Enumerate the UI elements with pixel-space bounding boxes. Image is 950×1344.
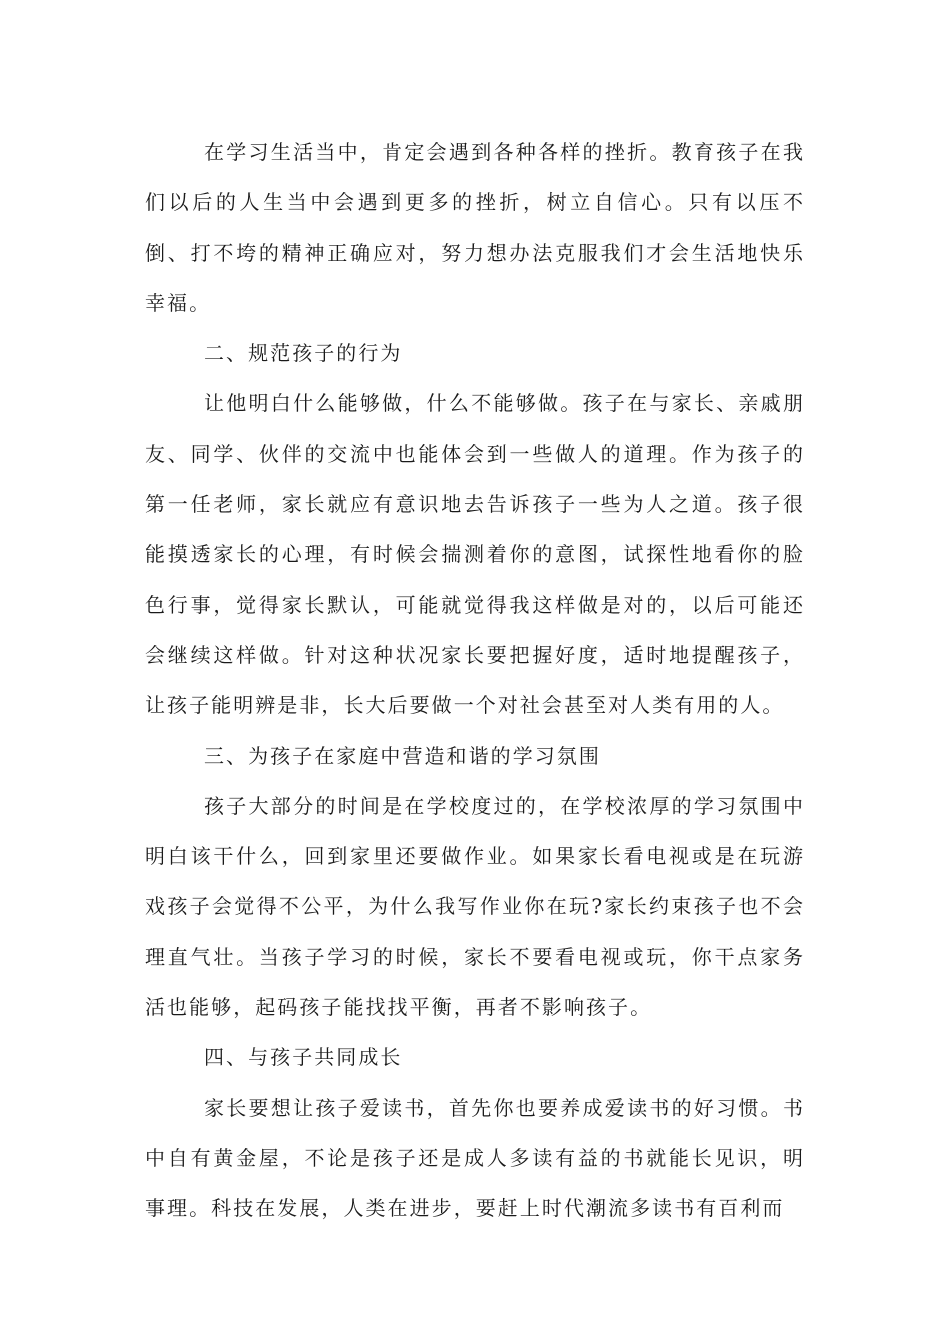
- paragraph-reading: 家长要想让孩子爱读书，首先你也要养成爱读书的好习惯。书中自有黄金屋，不论是孩子还是成人多读有益的书就能长见识，明事理。科技在发展，人类在进步，要赶上时代潮流多读书有百利而: [145, 1095, 805, 1221]
- heading-grow-together: 四、与孩子共同成长: [204, 1045, 403, 1070]
- heading-regulate-behavior: 二、规范孩子的行为: [204, 341, 403, 366]
- paragraph-atmosphere: 孩子大部分的时间是在学校度过的，在学校浓厚的学习氛围中明白该干什么，回到家里还要做作业。如果家长看电视或是在玩游戏孩子会觉得不公平，为什么我写作业你在玩?家长约束孩子也不会理直气壮。当孩子学习的时候，家长不要看电视或玩，你干点家务活也能够，起码孩子能找找平衡，再者不影响孩子。: [145, 793, 805, 1020]
- heading-learning-atmosphere: 三、为孩子在家庭中营造和谐的学习氛围: [204, 743, 601, 768]
- paragraph-behavior: 让他明白什么能够做，什么不能够做。孩子在与家长、亲戚朋友、同学、伙伴的交流中也能体会到一些做人的道理。作为孩子的第一任老师，家长就应有意识地去告诉孩子一些为人之道。孩子很能摸透家长的心理，有时候会揣测着你的意图，试探性地看你的脸色行事，觉得家长默认，可能就觉得我这样做是对的，以后可能还会继续这样做。针对这种状况家长要把握好度，适时地提醒孩子，让孩子能明辨是非，长大后要做一个对社会甚至对人类有用的人。: [145, 391, 805, 718]
- paragraph-setbacks: 在学习生活当中，肯定会遇到各种各样的挫折。教育孩子在我们以后的人生当中会遇到更多的挫折，树立自信心。只有以压不倒、打不垮的精神正确应对，努力想办法克服我们才会生活地快乐幸福。: [145, 140, 805, 315]
- document-body: [145, 127, 805, 1234]
